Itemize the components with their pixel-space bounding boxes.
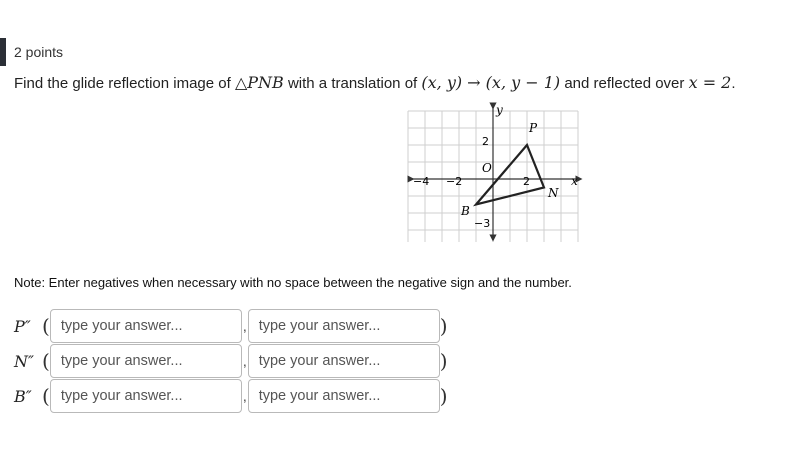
comma-separator: , — [242, 353, 247, 369]
answer-label-b: B″ — [14, 386, 32, 406]
comma-separator: , — [242, 388, 247, 404]
open-paren: ( — [42, 349, 50, 373]
coordinate-graph — [405, 102, 583, 247]
points-label: 2 points — [14, 44, 64, 60]
open-paren: ( — [42, 314, 50, 338]
translation-mapping: (x, y) → (x, y − 1) — [421, 73, 561, 92]
x-axis-label: x — [571, 174, 578, 188]
tick-label-x-neg2: −2 — [446, 175, 463, 188]
question-end: . — [731, 75, 736, 92]
b-x-input[interactable]: type your answer... — [50, 379, 242, 413]
tick-label-y-neg3: −3 — [474, 217, 491, 230]
answer-row-b — [14, 379, 448, 413]
open-paren: ( — [42, 384, 50, 408]
comma-separator: , — [242, 318, 247, 334]
graph-svg — [405, 102, 583, 242]
tick-label-x-2: 2 — [523, 175, 530, 188]
question-prefix: Find the glide reflection image of — [14, 75, 235, 92]
question-text — [14, 73, 736, 92]
close-paren: ) — [439, 349, 448, 373]
triangle-name: △PNB — [234, 73, 284, 92]
close-paren: ) — [439, 384, 448, 408]
tick-label-y-2: 2 — [482, 135, 489, 148]
answer-row-n — [14, 344, 448, 378]
question-middle: with a translation of — [283, 75, 422, 92]
p-y-input[interactable]: type your answer... — [248, 309, 440, 343]
b-y-input[interactable]: type your answer... — [248, 379, 440, 413]
y-axis-label: y — [496, 103, 503, 117]
vertex-label-b: B — [461, 204, 470, 218]
answer-row-p — [14, 309, 448, 343]
n-x-input[interactable]: type your answer... — [50, 344, 242, 378]
question-accent-bar — [0, 38, 6, 66]
reflection-line: x = 2 — [688, 73, 732, 92]
origin-label: O — [482, 161, 492, 175]
tick-label-x-neg4: −4 — [413, 175, 430, 188]
vertex-label-n: N — [548, 186, 559, 200]
note-text: Note: Enter negatives when necessary with no space between the negative sign and the number. — [14, 275, 572, 290]
question-reflect-text: and reflected over — [560, 75, 689, 92]
close-paren: ) — [439, 314, 448, 338]
vertex-label-p: P — [529, 121, 538, 135]
answer-label-n: N″ — [14, 351, 34, 371]
p-x-input[interactable]: type your answer... — [50, 309, 242, 343]
n-y-input[interactable]: type your answer... — [248, 344, 440, 378]
answer-label-p: P″ — [14, 316, 31, 336]
